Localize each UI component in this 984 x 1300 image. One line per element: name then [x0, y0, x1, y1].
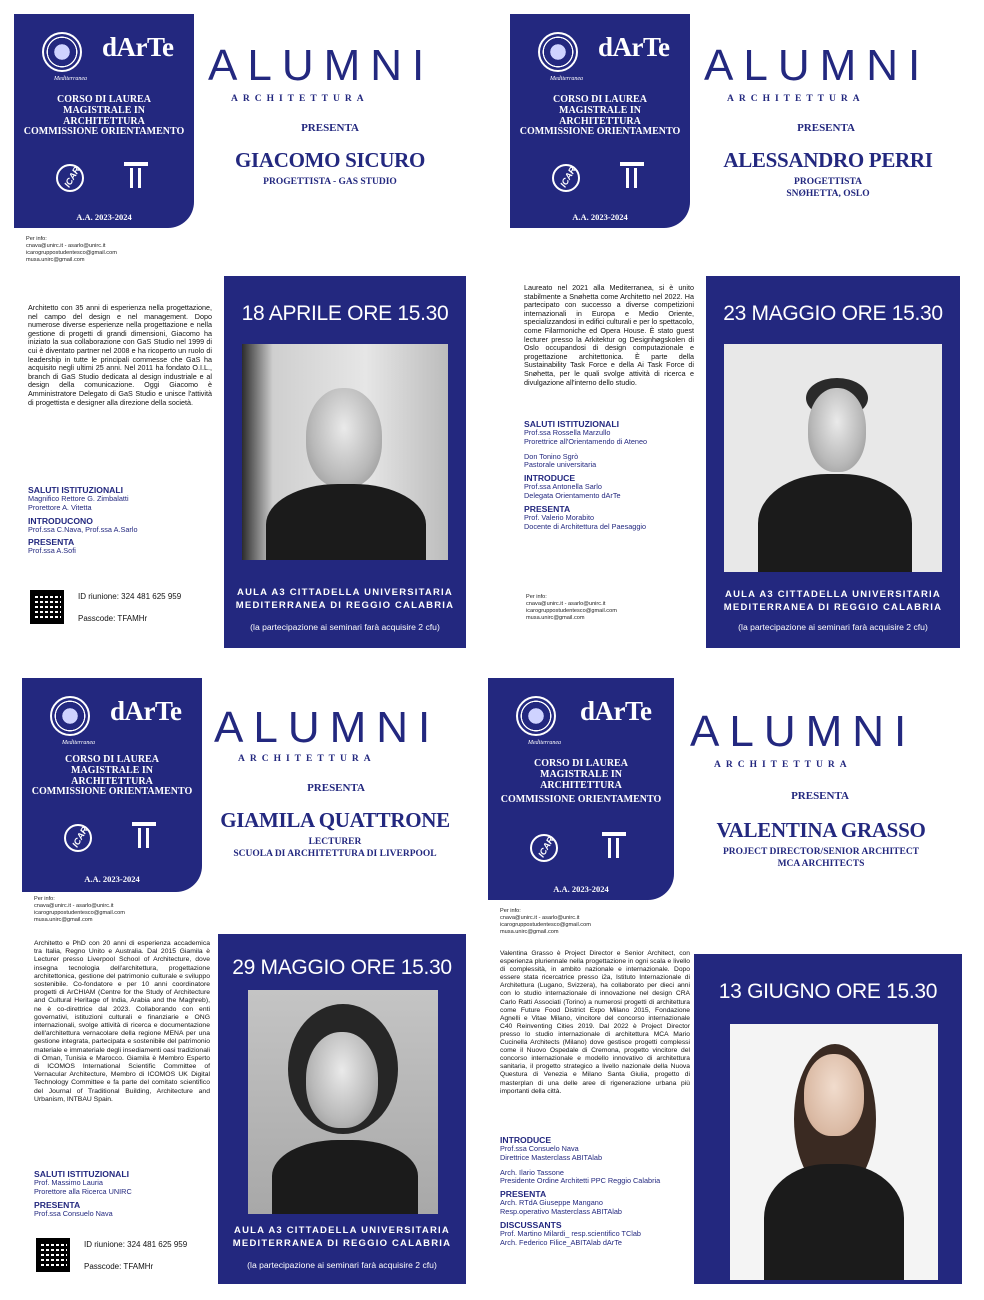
alumni-title: ALUMNI — [690, 707, 917, 756]
meeting-passcode: Passcode: TFAMHr — [84, 1262, 154, 1271]
venue: AULA A3 CITTADELLA UNIVERSITARIA MEDITERRANEA DI REGGIO CALABRIA — [232, 1225, 452, 1249]
university-seal-icon — [42, 32, 82, 72]
academic-year: A.A. 2023-2024 — [84, 874, 140, 884]
musa-column-icon — [602, 832, 626, 860]
speaker-role: PROGETTISTA - GAS STUDIO — [263, 177, 397, 187]
qr-code[interactable] — [30, 590, 64, 624]
icar-logo-icon: ICAR — [552, 164, 580, 192]
cfu-note: (la partecipazione ai seminari farà acquisire 2 cfu) — [250, 622, 440, 632]
speaker-photo — [242, 344, 448, 560]
darte-logo: dArTe — [598, 32, 670, 62]
venue: AULA A3 CITTADELLA UNIVERSITARIA MEDITERRANEA DI REGGIO CALABRIA — [235, 587, 455, 611]
event-credits: INTRODUCE Prof.ssa Consuelo Nava Direttrice Masterclass ABITAlab Arch. Ilario Tassone Presidente Ordine Architetti PPC Reggio Calabria PRESENTA Arch. RTdA Giuseppe Mangano Resp.operativo Masterclass ABITAlab DISCUSSANTS Prof. Martino Milardi_ resp.scientifico TClab Arch. Federico Filice_ABITAlab dArTe — [500, 1135, 661, 1247]
commission-title: COMMISSIONE ORIENTAMENTO — [31, 786, 193, 797]
poster-alessandro-perri — [510, 14, 962, 650]
header-badge — [510, 14, 690, 228]
icar-logo-icon: ICAR — [56, 164, 84, 192]
commission-title: COMMISSIONE ORIENTAMENTO — [519, 126, 681, 137]
event-credits: SALUTI ISTITUZIONALI Prof. Massimo Lauria Prorettore alla Ricerca UNIRC PRESENTA Prof.ssa Consuelo Nava — [34, 1169, 132, 1218]
university-seal-icon — [538, 32, 578, 72]
event-credits: SALUTI ISTITUZIONALI Prof.ssa Rossella Marzullo Prorettrice all'Orientamendo di Ateneo Don Tonino Sgrò Pastorale universitaria INTRODUCE Prof.ssa Antonella Sarlo Delegata Orientamento dArTe PRESENTA Prof. Valerio Morabito Docente di Architettura del Paesaggio — [524, 419, 648, 531]
darte-logo-sub: Mediterranea — [550, 76, 583, 82]
poster-giacomo-sicuro — [14, 14, 466, 650]
darte-logo: dArTe — [102, 32, 174, 62]
event-panel — [224, 276, 466, 648]
speaker-bio: Architetto e PhD con 20 anni di esperienza accademica tra Italia, Regno Unito e Australia. Dal 2015 Giamila è Lecturer presso Liverpool School of Architecture, dove insegna tecnologia dell'architettura, progettazione architettonica, gestione del patrimonio culturale e sviluppo sostenibile. Co-fondatore e per 10 anni coordinatore progetti di ArCHIAM (Centre for the Study of Architecture and Cultural Heritage of India, Arabia and the Maghreb), ne è co-direttrice dal 2023. Collaborando con enti governativi, istituzioni culturali e finanziarie e ONG internazionali, svolge attività di ricerca e documentazione dell'architettura vernacolare della regione MENA per una gestione integrata, partecipata e sostenibile del patrimonio materiale e immateriale degli insediamenti oasi tradizionali di Oman, Tunisia e Marocco. Giamila è Membro Esperto di ICOMOS International Scientific Committee of Vernacular Architecture, Membro di ICOMOS UK Digital Technology Committee e fa parte del comitato scientifico del Journal of Traditional Building, Architecture and Urbanism, INTBAU Spain. — [34, 940, 210, 1103]
meeting-id: ID riunione: 324 481 625 959 — [84, 1240, 188, 1249]
speaker-role: LECTURER SCUOLA DI ARCHITETTURA DI LIVERPOOL — [233, 837, 437, 859]
alumni-title: ALUMNI — [704, 41, 931, 90]
speaker-bio: Architetto con 35 anni di esperienza nella progettazione, nel campo del design e nel management. Dopo numerose diverse esperienze nella progettazione e nella gestione di progetti di grandi dimensioni, Giacomo ha iniziato la sua collaborazione con GaS Studio nel 1999 di cui è diventato partner nel 2008 e ha ricoperto un ruolo di leadership in tutte le principali commesse che GaS ha acquisito negli ultimi 25 anni. Nel 2011 ha fondato O.I.L., branch di GaS Studio dedicata al design industriale e al design della comunicazione. Oggi Giacomo è Amministratore Delegato di GaS Studio e unisce l'attività di progettista e designer alla direzione della società. — [28, 303, 212, 407]
university-seal-icon — [516, 696, 556, 736]
course-title: CORSO DI LAUREA MAGISTRALE IN ARCHITETTURA — [553, 94, 647, 127]
contact-info: Per info: cnava@unirc.it - asarlo@unirc.it icarogruppostudentesco@gmail.com musa.unirc@gmail.com — [500, 908, 591, 935]
darte-logo: dArTe — [580, 696, 652, 726]
event-panel — [218, 934, 466, 1284]
architettura-subtitle: ARCHITETTURA — [714, 760, 852, 770]
speaker-photo — [730, 1024, 938, 1280]
course-title: CORSO DI LAUREA MAGISTRALE IN ARCHITETTURA — [534, 758, 628, 791]
alumni-title: ALUMNI — [208, 41, 435, 90]
meeting-passcode: Passcode: TFAMHr — [78, 614, 148, 623]
cfu-note: (la partecipazione ai seminari farà acquisire 2 cfu) — [247, 1260, 437, 1270]
commission-title: COMMISSIONE ORIENTAMENTO — [23, 126, 185, 137]
darte-logo: dArTe — [110, 696, 182, 726]
presenta-label: PRESENTA — [307, 782, 365, 794]
speaker-name: VALENTINA GRASSO — [716, 818, 926, 842]
alumni-title: ALUMNI — [214, 703, 441, 752]
speaker-bio: Valentina Grasso è Project Director e Senior Architect, con esperienza pluriennale nella progettazione in ogni scala e livello di complessità, in ambito nazionale e internazionale. Dopo essere stata ricercatrice presso i2a, Istituto Internazionale di Architettura (Lugano, Svizzera), ha collaborato per dieci anni con lo studio internazionale di innovazione nel design CRA Carlo Ratti Associati (Torino) a numerosi progetti di architettura come Future Food District Expo Milano 2015, Fondazione Agnelli e Vitae Milano, vincitore del concorso internazionale C40 Reinventing Cities 2019. Dal 2022 è Project Director presso lo studio internazionale di architettura MCA Mario Cucinella Architects (Milano) dove gestisce progetti complessi come il Nuovo Ospedale di Cremona, progetto vincitore del concorso internazionale e modello innovativo di architettura sanitaria, il progetto strategico a livello nazionale della Nuova Questura di Venezia e Milano Santa Giulia, progetto di masterplan di una delle aree di rigenerazione urbana più importanti della città. — [500, 950, 690, 1095]
academic-year: A.A. 2023-2024 — [572, 212, 628, 222]
header-badge — [14, 14, 194, 228]
darte-logo-sub: Mediterranea — [54, 76, 87, 82]
commission-title: COMMISSIONE ORIENTAMENTO — [500, 794, 662, 805]
event-date: 23 MAGGIO ORE 15.30 — [723, 302, 943, 325]
event-credits: SALUTI ISTITUZIONALI Magnifico Rettore G. Zimbalatti Prorettore A. Vitetta INTRODUCONO Prof.ssa C.Nava, Prof.ssa A.Sarlo PRESENTA Prof.ssa A.Sofi — [28, 485, 138, 556]
architettura-subtitle: ARCHITETTURA — [727, 94, 865, 104]
musa-column-icon — [132, 822, 156, 850]
speaker-photo — [248, 990, 438, 1214]
icar-logo-icon: ICAR — [64, 824, 92, 852]
venue: AULA A3 CITTADELLA UNIVERSITARIA MEDITERRANEA DI REGGIO CALABRIA — [723, 589, 943, 613]
academic-year: A.A. 2023-2024 — [76, 212, 132, 222]
event-date: 13 GIUGNO ORE 15.30 — [718, 980, 938, 1003]
qr-code[interactable] — [36, 1238, 70, 1272]
presenta-label: PRESENTA — [301, 122, 359, 134]
course-title: CORSO DI LAUREA MAGISTRALE IN ARCHITETTURA — [65, 754, 159, 787]
event-date: 29 MAGGIO ORE 15.30 — [232, 956, 452, 979]
event-date: 18 APRILE ORE 15.30 — [241, 302, 449, 325]
musa-column-icon — [124, 162, 148, 190]
event-panel — [706, 276, 960, 648]
event-panel — [694, 954, 962, 1284]
darte-logo-sub: Mediterranea — [528, 740, 561, 746]
cfu-note: (la partecipazione ai seminari farà acquisire 2 cfu) — [738, 622, 928, 632]
meeting-id: ID riunione: 324 481 625 959 — [78, 592, 182, 601]
musa-column-icon — [620, 162, 644, 190]
contact-info: Per info: cnava@unirc.it - asarlo@unirc.it icarogruppostudentesco@gmail.com musa.unirc@gmail.com — [526, 594, 617, 621]
icar-logo-icon: ICAR — [530, 834, 558, 862]
darte-logo-sub: Mediterranea — [62, 740, 95, 746]
speaker-name: GIAMILA QUATTRONE — [220, 808, 450, 832]
course-title: CORSO DI LAUREA MAGISTRALE IN ARCHITETTURA — [57, 94, 151, 127]
contact-info: Per info: cnava@unirc.it - asarlo@unirc.it icarogruppostudentesco@gmail.com musa.unirc@gmail.com — [34, 896, 125, 923]
academic-year: A.A. 2023-2024 — [553, 884, 609, 894]
contact-info: Per info: cnava@unirc.it - asarlo@unirc.it icarogruppostudentesco@gmail.com musa.unirc@gmail.com — [26, 236, 117, 263]
architettura-subtitle: ARCHITETTURA — [238, 754, 376, 764]
speaker-role: PROGETTISTA SNØHETTA, OSLO — [786, 177, 870, 199]
presenta-label: PRESENTA — [791, 790, 849, 802]
speaker-role: PROJECT DIRECTOR/SENIOR ARCHITECT MCA ARCHITECTS — [722, 847, 920, 869]
speaker-bio: Laureato nel 2021 alla Mediterranea, si è unito stabilmente a Snøhetta come Architetto nel 2022. Ha partecipato con successo a diverse competizioni internazionali in Europa e Medio Oriente, specializzandosi in edifici culturali e per lo spettacolo, come Filarmoniche ed Opera House. È stato guest lecturer presso la Arkitektur og Designhøgskolen di Oslo occupandosi di design computazionale e progettazione architettonica. È parte della Sustainability Task Force e della Ai Task Force di Snøhetta, per le quali svolge attività di ricerca e divulgazione all'interno dello studio. — [524, 283, 694, 387]
university-seal-icon — [50, 696, 90, 736]
header-badge — [22, 678, 202, 892]
speaker-name: ALESSANDRO PERRI — [723, 148, 933, 172]
header-badge — [488, 678, 674, 900]
speaker-photo — [724, 344, 942, 572]
speaker-name: GIACOMO SICURO — [234, 148, 426, 172]
poster-valentina-grasso — [488, 678, 962, 1284]
presenta-label: PRESENTA — [797, 122, 855, 134]
architettura-subtitle: ARCHITETTURA — [231, 94, 369, 104]
poster-giamila-quattrone — [22, 678, 466, 1284]
